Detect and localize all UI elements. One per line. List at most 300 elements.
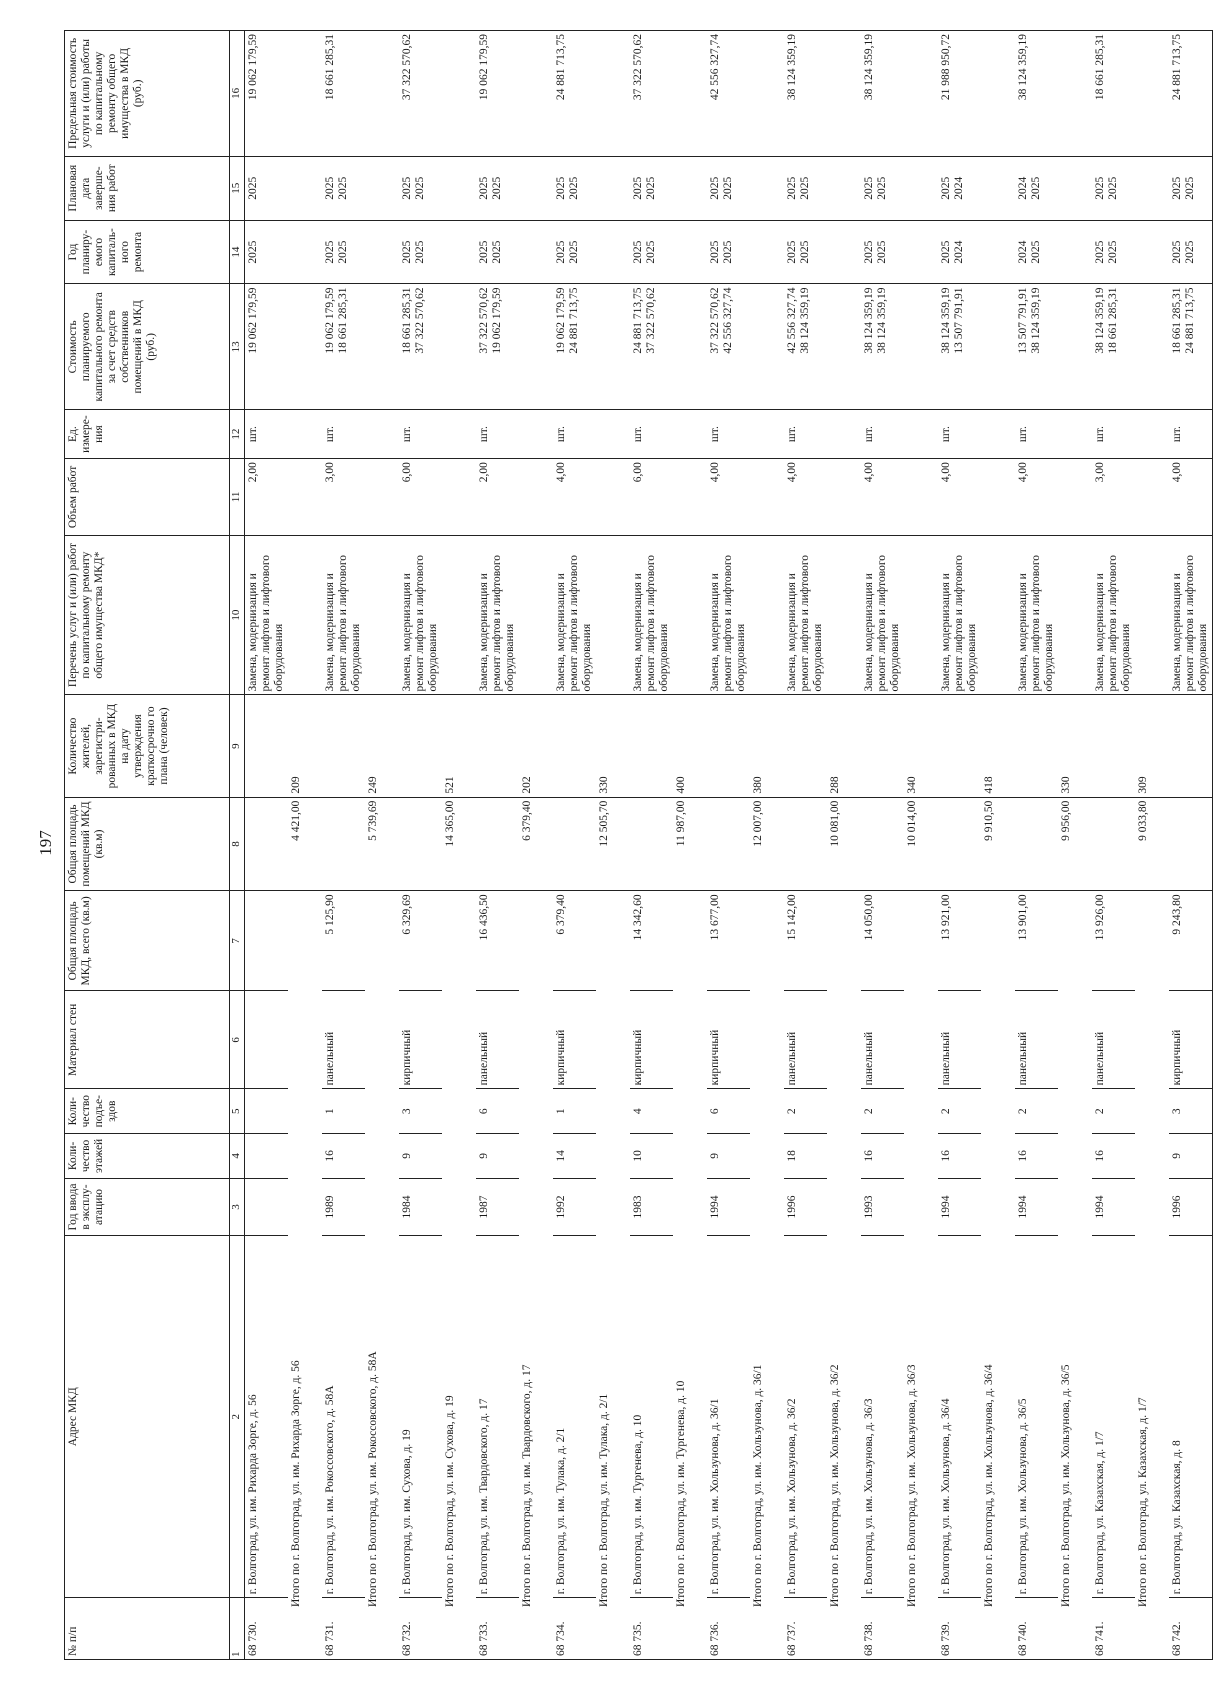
empty-cell (596, 31, 630, 157)
empty-cell (288, 410, 322, 459)
limit-cost: 18 661 285,31 (1092, 31, 1135, 157)
work-list: Замена, модернизация и ремонт лифтов и лифтового оборудования (861, 535, 904, 695)
repair-year-value: 2025 (414, 240, 426, 264)
limit-cost: 19 062 179,59 (476, 31, 519, 157)
table-row (1169, 31, 1213, 1660)
table-row (707, 31, 750, 1660)
commission-year: 1992 (553, 1178, 596, 1235)
work-list: Замена, модернизация и ремонт лифтов и лифтового оборудования (784, 535, 827, 695)
empty-cell (981, 535, 1015, 695)
commission-year: 1994 (1092, 1178, 1135, 1235)
work-list: Замена, модернизация и ремонт лифтов и лифтового оборудования (1092, 535, 1135, 695)
unit: шт. (1015, 410, 1058, 459)
unit: шт. (1092, 410, 1135, 459)
total-residents: 249 (365, 695, 399, 797)
empty-cell (519, 284, 553, 410)
column-header: Общая площадь МКД, всего (кв.м) (65, 891, 230, 991)
total-area: 6 379,40 (519, 797, 553, 891)
capital-repair-table (64, 30, 1213, 1660)
table-row (861, 31, 904, 1660)
repair-year-value: 2024 (953, 240, 965, 264)
column-header: Коли-чество подъе-здов (65, 1089, 230, 1134)
premises-area (1169, 797, 1213, 891)
row-number: 68 733. (476, 1598, 519, 1660)
table-row (399, 31, 442, 1660)
owner-cost-value: 38 124 359,19 (1030, 287, 1042, 354)
owner-cost (707, 284, 750, 410)
completion-date-value: 2025 (632, 176, 644, 200)
empty-cell (1058, 156, 1092, 220)
residents (707, 695, 750, 797)
owner-cost-value: 18 661 285,31 (1107, 287, 1119, 354)
empty-cell (596, 220, 630, 284)
repair-year-value: 2025 (799, 240, 811, 264)
limit-cost: 24 881 713,75 (553, 31, 596, 157)
work-volume: 6,00 (399, 459, 442, 536)
table-row (1015, 31, 1058, 1660)
total-area: 15 142,00 (784, 891, 827, 991)
empty-cell (750, 31, 784, 157)
total-residents: 209 (288, 695, 322, 797)
address: г. Волгоград, ул. им. Хользунова, д. 36/1 (707, 1236, 750, 1598)
residents (476, 695, 519, 797)
entrances: 2 (1015, 1089, 1058, 1134)
owner-cost (553, 284, 596, 410)
empty-cell (288, 284, 322, 410)
table-header (65, 31, 245, 1660)
total-residents: 288 (827, 695, 861, 797)
completion-date-value: 2025 (876, 176, 888, 200)
residents (784, 695, 827, 797)
owner-cost (1092, 284, 1135, 410)
completion-date-value: 2025 (337, 176, 349, 200)
owner-cost-value: 38 124 359,19 (1094, 287, 1106, 354)
floors: 16 (861, 1134, 904, 1179)
entrances: 1 (553, 1089, 596, 1134)
owner-cost (630, 284, 673, 410)
floors: 10 (630, 1134, 673, 1179)
commission-year: 1996 (1169, 1178, 1213, 1235)
completion-date-value: 2025 (940, 176, 952, 200)
empty-cell (365, 459, 399, 536)
total-area: 12 505,70 (596, 797, 630, 891)
empty-cell (750, 156, 784, 220)
table-row (784, 31, 827, 1660)
row-number: 68 731. (322, 1598, 365, 1660)
residents (1169, 695, 1213, 797)
completion-date: 2025 (245, 156, 289, 220)
total-row (288, 31, 322, 1660)
empty-cell (827, 156, 861, 220)
total-row (1058, 31, 1092, 1660)
unit: шт. (1169, 410, 1213, 459)
entrances (245, 1089, 289, 1134)
empty-cell (1135, 31, 1169, 157)
work-volume: 6,00 (630, 459, 673, 536)
completion-date-value: 2025 (478, 176, 490, 200)
empty-cell (596, 284, 630, 410)
residents (399, 695, 442, 797)
repair-year (399, 220, 442, 284)
owner-cost-value: 38 124 359,19 (876, 287, 888, 354)
owner-cost (322, 284, 365, 410)
repair-year (553, 220, 596, 284)
owner-cost-value: 13 507 791,91 (953, 287, 965, 354)
total-residents: 202 (519, 695, 553, 797)
column-number: 14 (230, 220, 245, 284)
completion-date-value: 2025 (863, 176, 875, 200)
total-row (519, 31, 553, 1660)
empty-cell (1135, 220, 1169, 284)
residents (630, 695, 673, 797)
empty-cell (827, 410, 861, 459)
work-volume: 4,00 (1015, 459, 1058, 536)
wall-material: кирпичный (399, 991, 442, 1089)
repair-year (476, 220, 519, 284)
owner-cost-value: 38 124 359,19 (799, 287, 811, 354)
total-row (365, 31, 399, 1660)
total-label: Итого по г. Волгоград, ул. им. Рокоссовского, д. 58А (365, 891, 399, 1660)
work-volume: 4,00 (784, 459, 827, 536)
empty-cell (827, 459, 861, 536)
entrances: 6 (476, 1089, 519, 1134)
residents (861, 695, 904, 797)
empty-cell (673, 410, 707, 459)
repair-year-value: 2025 (1171, 240, 1183, 264)
total-residents: 400 (673, 695, 707, 797)
column-header: Адрес МКД (65, 1236, 230, 1598)
empty-cell (288, 459, 322, 536)
completion-date-value: 2025 (1107, 176, 1119, 200)
empty-cell (750, 459, 784, 536)
empty-cell (673, 535, 707, 695)
unit: шт. (707, 410, 750, 459)
entrances: 6 (707, 1089, 750, 1134)
address: г. Волгоград, ул. им. Хользунова, д. 36/4 (938, 1236, 981, 1598)
owner-cost: 19 062 179,59 (245, 284, 289, 410)
empty-cell (1135, 535, 1169, 695)
owner-cost-value: 24 881 713,75 (1184, 287, 1196, 354)
residents (938, 695, 981, 797)
repair-year-value: 2025 (491, 240, 503, 264)
column-header: Материал стен (65, 991, 230, 1089)
entrances: 1 (322, 1089, 365, 1134)
column-number: 16 (230, 31, 245, 157)
empty-cell (519, 410, 553, 459)
header-row (65, 31, 230, 1660)
column-header: Плановая дата заверше-ния работ (65, 156, 230, 220)
wall-material: кирпичный (1169, 991, 1213, 1089)
total-label: Итого по г. Волгоград, ул. им. Хользунова, д. 36/5 (1058, 891, 1092, 1660)
premises-area (553, 797, 596, 891)
work-list: Замена, модернизация и ремонт лифтов и лифтового оборудования (1169, 535, 1213, 695)
entrances: 2 (784, 1089, 827, 1134)
empty-cell (442, 156, 476, 220)
row-number: 68 742. (1169, 1598, 1213, 1660)
unit: шт. (630, 410, 673, 459)
work-volume: 4,00 (861, 459, 904, 536)
total-area: 5 739,69 (365, 797, 399, 891)
completion-date (1015, 156, 1058, 220)
column-header: Год ввода в эксплу-атацию (65, 1178, 230, 1235)
total-label: Итого по г. Волгоград, ул. им. Хользунова, д. 36/4 (981, 891, 1015, 1660)
repair-year-value: 2025 (1094, 240, 1106, 264)
empty-cell (981, 31, 1015, 157)
repair-year (630, 220, 673, 284)
empty-cell (673, 156, 707, 220)
empty-cell (288, 156, 322, 220)
limit-cost: 37 322 570,62 (630, 31, 673, 157)
completion-date-value: 2025 (491, 176, 503, 200)
completion-date-value: 2025 (1171, 176, 1183, 200)
owner-cost-value: 13 507 791,91 (1017, 287, 1029, 354)
total-area: 9 243,80 (1169, 891, 1213, 991)
repair-year (1169, 220, 1213, 284)
commission-year (245, 1178, 289, 1235)
total-row (673, 31, 707, 1660)
total-label: Итого по г. Волгоград, ул. им. Сухова, д. 19 (442, 891, 476, 1660)
empty-cell (673, 459, 707, 536)
completion-date-value: 2024 (1017, 176, 1029, 200)
empty-cell (981, 220, 1015, 284)
column-header: Ед. измере-ния (65, 410, 230, 459)
commission-year: 1983 (630, 1178, 673, 1235)
premises-area (476, 797, 519, 891)
empty-cell (519, 156, 553, 220)
repair-year-value: 2025 (632, 240, 644, 264)
owner-cost-value: 24 881 713,75 (632, 287, 644, 354)
column-header: Стоимость планируемого капитального ремонта за счет средств собственников помещений в МКД (руб.) (65, 284, 230, 410)
total-residents: 340 (904, 695, 938, 797)
residents (245, 695, 289, 797)
completion-date-value: 2025 (722, 176, 734, 200)
empty-cell (365, 31, 399, 157)
floors: 9 (476, 1134, 519, 1179)
owner-cost (861, 284, 904, 410)
column-number: 11 (230, 459, 245, 536)
total-area: 10 014,00 (904, 797, 938, 891)
completion-date-value: 2025 (324, 176, 336, 200)
owner-cost-value: 37 322 570,62 (478, 287, 490, 354)
empty-cell (981, 459, 1015, 536)
empty-cell (1058, 410, 1092, 459)
repair-year (784, 220, 827, 284)
empty-cell (1135, 410, 1169, 459)
empty-cell (365, 220, 399, 284)
entrances: 2 (1092, 1089, 1135, 1134)
total-area: 10 081,00 (827, 797, 861, 891)
table-row (630, 31, 673, 1660)
owner-cost-value: 18 661 285,31 (337, 287, 349, 354)
total-label: Итого по г. Волгоград, ул. им. Твардовского, д. 17 (519, 891, 553, 1660)
floors: 9 (707, 1134, 750, 1179)
empty-cell (673, 220, 707, 284)
address: г. Волгоград, ул. им. Рокоссовского, д. 58А (322, 1236, 365, 1598)
repair-year (1015, 220, 1058, 284)
empty-cell (1135, 459, 1169, 536)
limit-cost: 21 988 950,72 (938, 31, 981, 157)
total-area: 6 329,69 (399, 891, 442, 991)
limit-cost: 19 062 179,59 (245, 31, 289, 157)
table-row (553, 31, 596, 1660)
empty-cell (981, 156, 1015, 220)
completion-date-value: 2025 (799, 176, 811, 200)
column-header: Коли-чество этажей (65, 1134, 230, 1179)
repair-year-value: 2025 (876, 240, 888, 264)
total-label: Итого по г. Волгоград, ул. им. Тургенева, д. 10 (673, 891, 707, 1660)
empty-cell (596, 535, 630, 695)
owner-cost-value: 19 062 179,59 (491, 287, 503, 354)
column-header: Объем работ (65, 459, 230, 536)
column-number: 10 (230, 535, 245, 695)
premises-area (707, 797, 750, 891)
empty-cell (596, 156, 630, 220)
empty-cell (904, 220, 938, 284)
owner-cost-value: 19 062 179,59 (324, 287, 336, 354)
total-residents: 380 (750, 695, 784, 797)
owner-cost (476, 284, 519, 410)
column-number: 2 (230, 1236, 245, 1598)
floors: 14 (553, 1134, 596, 1179)
unit: шт. (938, 410, 981, 459)
premises-area (784, 797, 827, 891)
unit: шт. (553, 410, 596, 459)
repair-year-value: 2024 (1017, 240, 1029, 264)
completion-date-value: 2025 (414, 176, 426, 200)
completion-date-value: 2025 (555, 176, 567, 200)
total-area: 12 007,00 (750, 797, 784, 891)
owner-cost-value: 37 322 570,62 (709, 287, 721, 354)
work-list: Замена, модернизация и ремонт лифтов и лифтового оборудования (630, 535, 673, 695)
empty-cell (750, 220, 784, 284)
empty-cell (519, 535, 553, 695)
empty-cell (442, 220, 476, 284)
completion-date (1169, 156, 1213, 220)
premises-area (1015, 797, 1058, 891)
empty-cell (904, 535, 938, 695)
row-number: 68 741. (1092, 1598, 1135, 1660)
address: г. Волгоград, ул. им. Тулака, д. 2/1 (553, 1236, 596, 1598)
wall-material: панельный (1092, 991, 1135, 1089)
page-number: 197 (36, 830, 55, 856)
row-number: 68 739. (938, 1598, 981, 1660)
repair-year-value: 2025 (401, 240, 413, 264)
residents (553, 695, 596, 797)
empty-cell (1058, 220, 1092, 284)
total-label: Итого по г. Волгоград, ул. им. Хользунова, д. 36/3 (904, 891, 938, 1660)
empty-cell (1135, 284, 1169, 410)
completion-date-value: 2025 (709, 176, 721, 200)
wall-material: кирпичный (707, 991, 750, 1089)
total-label: Итого по г. Волгоград, ул. им. Рихарда Зорге, д. 56 (288, 891, 322, 1660)
completion-date (399, 156, 442, 220)
address: г. Волгоград, ул. Казахская, д. 8 (1169, 1236, 1213, 1598)
commission-year: 1987 (476, 1178, 519, 1235)
owner-cost-value: 37 322 570,62 (645, 287, 657, 354)
empty-cell (1135, 156, 1169, 220)
wall-material: панельный (938, 991, 981, 1089)
total-area: 6 379,40 (553, 891, 596, 991)
total-area: 5 125,90 (322, 891, 365, 991)
empty-cell (442, 459, 476, 536)
work-volume: 2,00 (476, 459, 519, 536)
residents (1015, 695, 1058, 797)
address: г. Волгоград, ул. им. Хользунова, д. 36/2 (784, 1236, 827, 1598)
owner-cost-value: 42 556 327,74 (786, 287, 798, 354)
work-list: Замена, модернизация и ремонт лифтов и лифтового оборудования (322, 535, 365, 695)
empty-cell (904, 410, 938, 459)
owner-cost (1169, 284, 1213, 410)
wall-material: кирпичный (553, 991, 596, 1089)
limit-cost: 38 124 359,19 (784, 31, 827, 157)
empty-cell (519, 459, 553, 536)
row-number: 68 736. (707, 1598, 750, 1660)
wall-material: панельный (861, 991, 904, 1089)
total-area: 11 987,00 (673, 797, 707, 891)
owner-cost-value: 24 881 713,75 (568, 287, 580, 354)
residents (1092, 695, 1135, 797)
column-number: 4 (230, 1134, 245, 1179)
completion-date-value: 2025 (1030, 176, 1042, 200)
repair-year-value: 2025 (940, 240, 952, 264)
repair-year-value: 2025 (722, 240, 734, 264)
commission-year: 1994 (1015, 1178, 1058, 1235)
floors: 18 (784, 1134, 827, 1179)
row-number: 68 738. (861, 1598, 904, 1660)
repair-year-value: 2025 (568, 240, 580, 264)
premises-area (322, 797, 365, 891)
total-area: 13 901,00 (1015, 891, 1058, 991)
repair-year: 2025 (245, 220, 289, 284)
entrances: 2 (938, 1089, 981, 1134)
empty-cell (981, 284, 1015, 410)
wall-material: панельный (322, 991, 365, 1089)
address: г. Волгоград, ул. Казахская, д. 1/7 (1092, 1236, 1135, 1598)
column-header: № п/п (65, 1598, 230, 1660)
wall-material: кирпичный (630, 991, 673, 1089)
total-area: 9 956,00 (1058, 797, 1092, 891)
premises-area (630, 797, 673, 891)
total-area: 14 365,00 (442, 797, 476, 891)
repair-year (861, 220, 904, 284)
entrances: 3 (399, 1089, 442, 1134)
total-label: Итого по г. Волгоград, ул. им. Хользунова, д. 36/1 (750, 891, 784, 1660)
commission-year: 1996 (784, 1178, 827, 1235)
completion-date-value: 2025 (1094, 176, 1106, 200)
repair-year (1092, 220, 1135, 284)
completion-date-value: 2025 (1184, 176, 1196, 200)
repair-year-value: 2025 (555, 240, 567, 264)
repair-year (322, 220, 365, 284)
work-volume: 3,00 (322, 459, 365, 536)
work-list: Замена, модернизация и ремонт лифтов и лифтового оборудования (399, 535, 442, 695)
work-volume: 2,00 (245, 459, 289, 536)
repair-year (707, 220, 750, 284)
commission-year: 1984 (399, 1178, 442, 1235)
empty-cell (442, 284, 476, 410)
total-area: 14 342,60 (630, 891, 673, 991)
empty-cell (596, 410, 630, 459)
total-area: 9 033,80 (1135, 797, 1169, 891)
address: г. Волгоград, ул. им. Твардовского, д. 17 (476, 1236, 519, 1598)
empty-cell (442, 31, 476, 157)
total-area: 16 436,50 (476, 891, 519, 991)
commission-year: 1994 (707, 1178, 750, 1235)
row-number: 68 734. (553, 1598, 596, 1660)
empty-cell (904, 284, 938, 410)
total-label: Итого по г. Волгоград, ул. им. Тулака, д. 2/1 (596, 891, 630, 1660)
completion-date (476, 156, 519, 220)
